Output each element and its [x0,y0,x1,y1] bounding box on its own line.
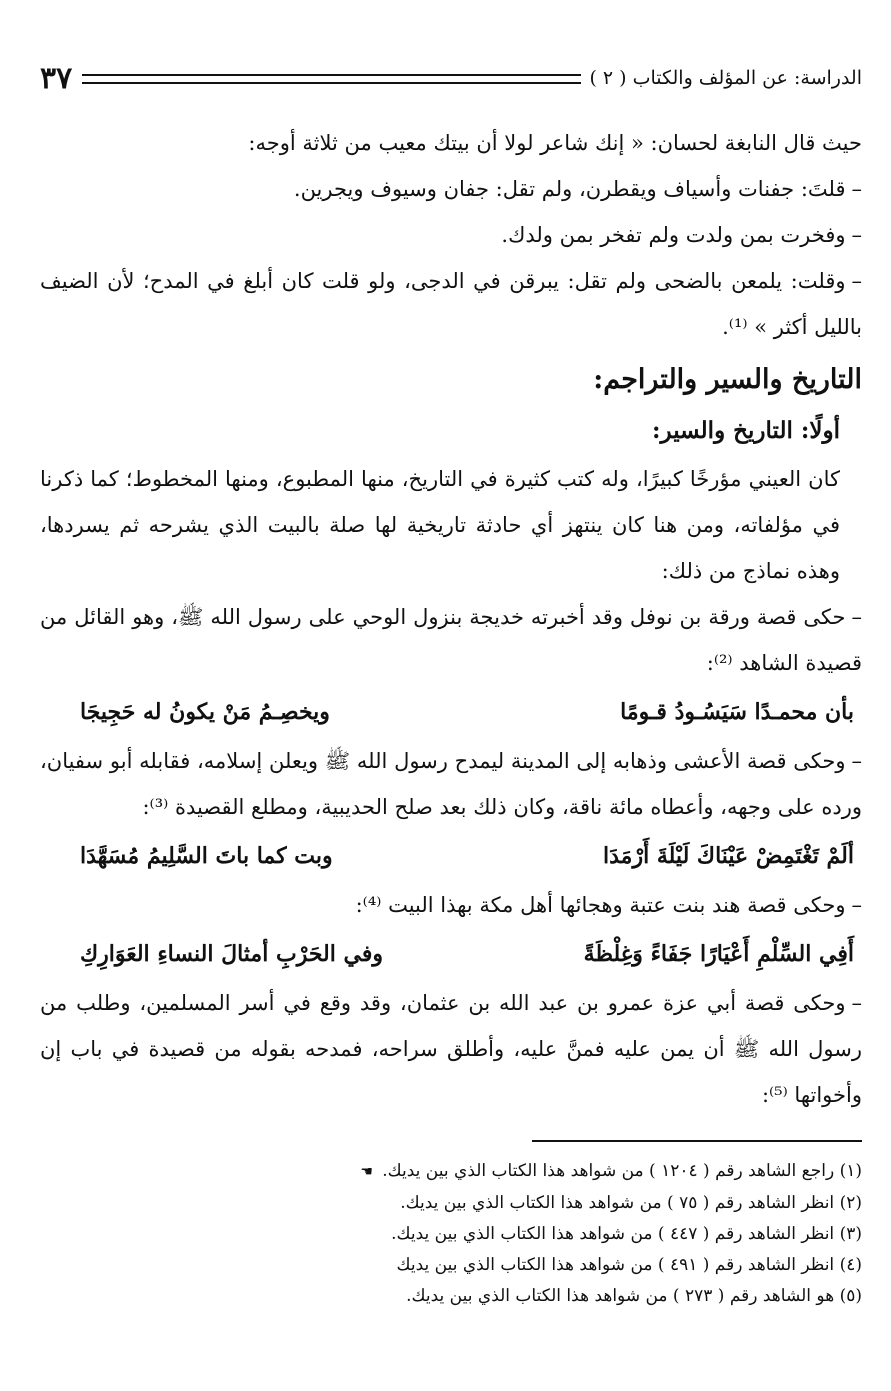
section-heading: التاريخ والسير والتراجم: [593,364,862,395]
footnote-text: انظر الشاهد رقم ( ٧٥ ) من شواهد هذا الكتاب الذي بين يديك. [400,1193,835,1213]
footnote-number: (٢) [839,1193,862,1213]
list-item-text: قلتَ: جفنات وأسياف ويقطرن، ولم تقل: جفان وسيوف ويجرين. [293,177,846,201]
list-item-jafanat [40,166,862,212]
verse-first-hemistich: ألَمْ تَغْتَمِضْ عَيْنَاكَ لَيْلَةَ أَرْمَدَا [603,843,854,869]
footnote-number: (٥) [839,1286,862,1306]
footnote-5 [40,1281,862,1312]
verse-first-hemistich: بأن محمـدًا سَيَسُـودُ قـومًا [620,699,854,725]
dash-marker: – [851,605,862,629]
list-item-text: وحكى قصة هند بنت عتبة وهجائها أهل مكة بهذا البيت ⁽⁴⁾: [355,893,846,917]
footnote-text: راجع الشاهد رقم ( ١٢٠٤ ) من شواهد هذا الكتاب الذي بين يديك. [382,1161,835,1181]
verse-first-hemistich: أَفِي السِّلْمِ أَعْيَارًا جَفَاءً وَغِلْظَةً [583,941,854,967]
page-number: ٣٧ [40,60,73,96]
dash-marker: – [851,893,862,917]
verse-second-hemistich: وبت كما باتَ السَّلِيمُ مُسَهَّدَا [80,843,333,869]
footnote-text: انظر الشاهد رقم ( ٤٩١ ) من شواهد هذا الكتاب الذي بين يديك [396,1255,835,1275]
paragraph-nabigha-quote: حيث قال النابغة لحسان: « إنك شاعر لولا أن بيتك معيب من ثلاثة أوجه: [248,131,862,155]
dash-marker: – [851,749,862,773]
footnote-4 [40,1250,862,1281]
subsection-heading: أولًا: التاريخ والسير: [652,417,840,444]
verse-second-hemistich: وفي الحَرْبِ أمثالَ النساءِ العَوَارِكِ [80,941,383,967]
footnote-separator [532,1140,862,1142]
list-item-waraqa [40,594,862,686]
paragraph-aini-historian: كان العيني مؤرخًا كبيرًا، وله كتب كثيرة في التاريخ، منها المطبوع، ومنها المخطوط؛ كما ذكرنا في مؤلفاته، ومن هنا كان ينتهز أي حادثة تاريخية لها صلة بالبيت الذي يشرحه ثم يسردها، وهذه نماذج من ذلك: [40,467,840,583]
dash-marker: – [851,223,862,247]
list-item-text: وحكى قصة الأعشى وذهابه إلى المدينة ليمدح رسول الله ﷺ ويعلن إسلامه، فقابله أبو سفيان، ورده على وجهه، وأعطاه مائة ناقة، وكان ذلك بعد صلح الحديبية، ومطلع القصيدة ⁽³⁾: [40,749,862,819]
dash-marker: – [851,177,862,201]
header-double-rule [82,74,581,84]
list-item-text: وحكى قصة أبي عزة عمرو بن عبد الله بن عثمان، وقد وقع في أسر المسلمين، وطلب من رسول الله ﷺ أن يمن عليه فمنَّ عليه، وأطلق سراحه، فمدحه بقوله من قصيدة في باب إن وأخواتها ⁽⁵⁾: [40,991,862,1107]
dash-marker: – [851,269,862,293]
list-item-hind [40,882,862,928]
footnote-3 [40,1219,862,1250]
footnote-2 [40,1188,862,1219]
footnote-number: (١) [839,1161,862,1181]
dash-marker: – [851,991,862,1015]
list-item-text: حكى قصة ورقة بن نوفل وقد أخبرته خديجة بنزول الوحي على رسول الله ﷺ، وهو القائل من قصيدة الشاهد ⁽²⁾: [40,605,862,675]
footnotes [40,1156,862,1312]
verse-line [40,830,862,882]
verse-line [40,686,862,738]
list-item-asha [40,738,862,830]
pointing-hand-icon: ☚ [360,1164,373,1180]
main-text [40,120,862,1118]
footnote-text: هو الشاهد رقم ( ٢٧٣ ) من شواهد هذا الكتاب الذي بين يديك. [406,1286,835,1306]
list-item-yalmaan [40,258,862,350]
footnote-text: انظر الشاهد رقم ( ٤٤٧ ) من شواهد هذا الكتاب الذي بين يديك. [391,1224,835,1244]
running-header [40,58,862,98]
list-item-abu-azza [40,980,862,1118]
footnote-number: (٣) [839,1224,862,1244]
footnote-number: (٤) [839,1255,862,1275]
verse-line [40,928,862,980]
footnote-1 [40,1156,862,1188]
list-item-text: وقلت: يلمعن بالضحى ولم تقل: يبرقن في الدجى، ولو قلت كان أبلغ في المدح؛ لأن الضيف بالليل أكثر » ⁽¹⁾. [40,269,862,339]
header-title: الدراسة: عن المؤلف والكتاب ( ٢ ) [589,67,862,89]
list-item-text: وفخرت بمن ولدت ولم تفخر بمن ولدك. [501,223,846,247]
list-item-fakhr [40,212,862,258]
book-page [40,58,862,1378]
verse-second-hemistich: ويخصِـمُ مَنْ يكونُ له حَجِيجَا [80,699,330,725]
